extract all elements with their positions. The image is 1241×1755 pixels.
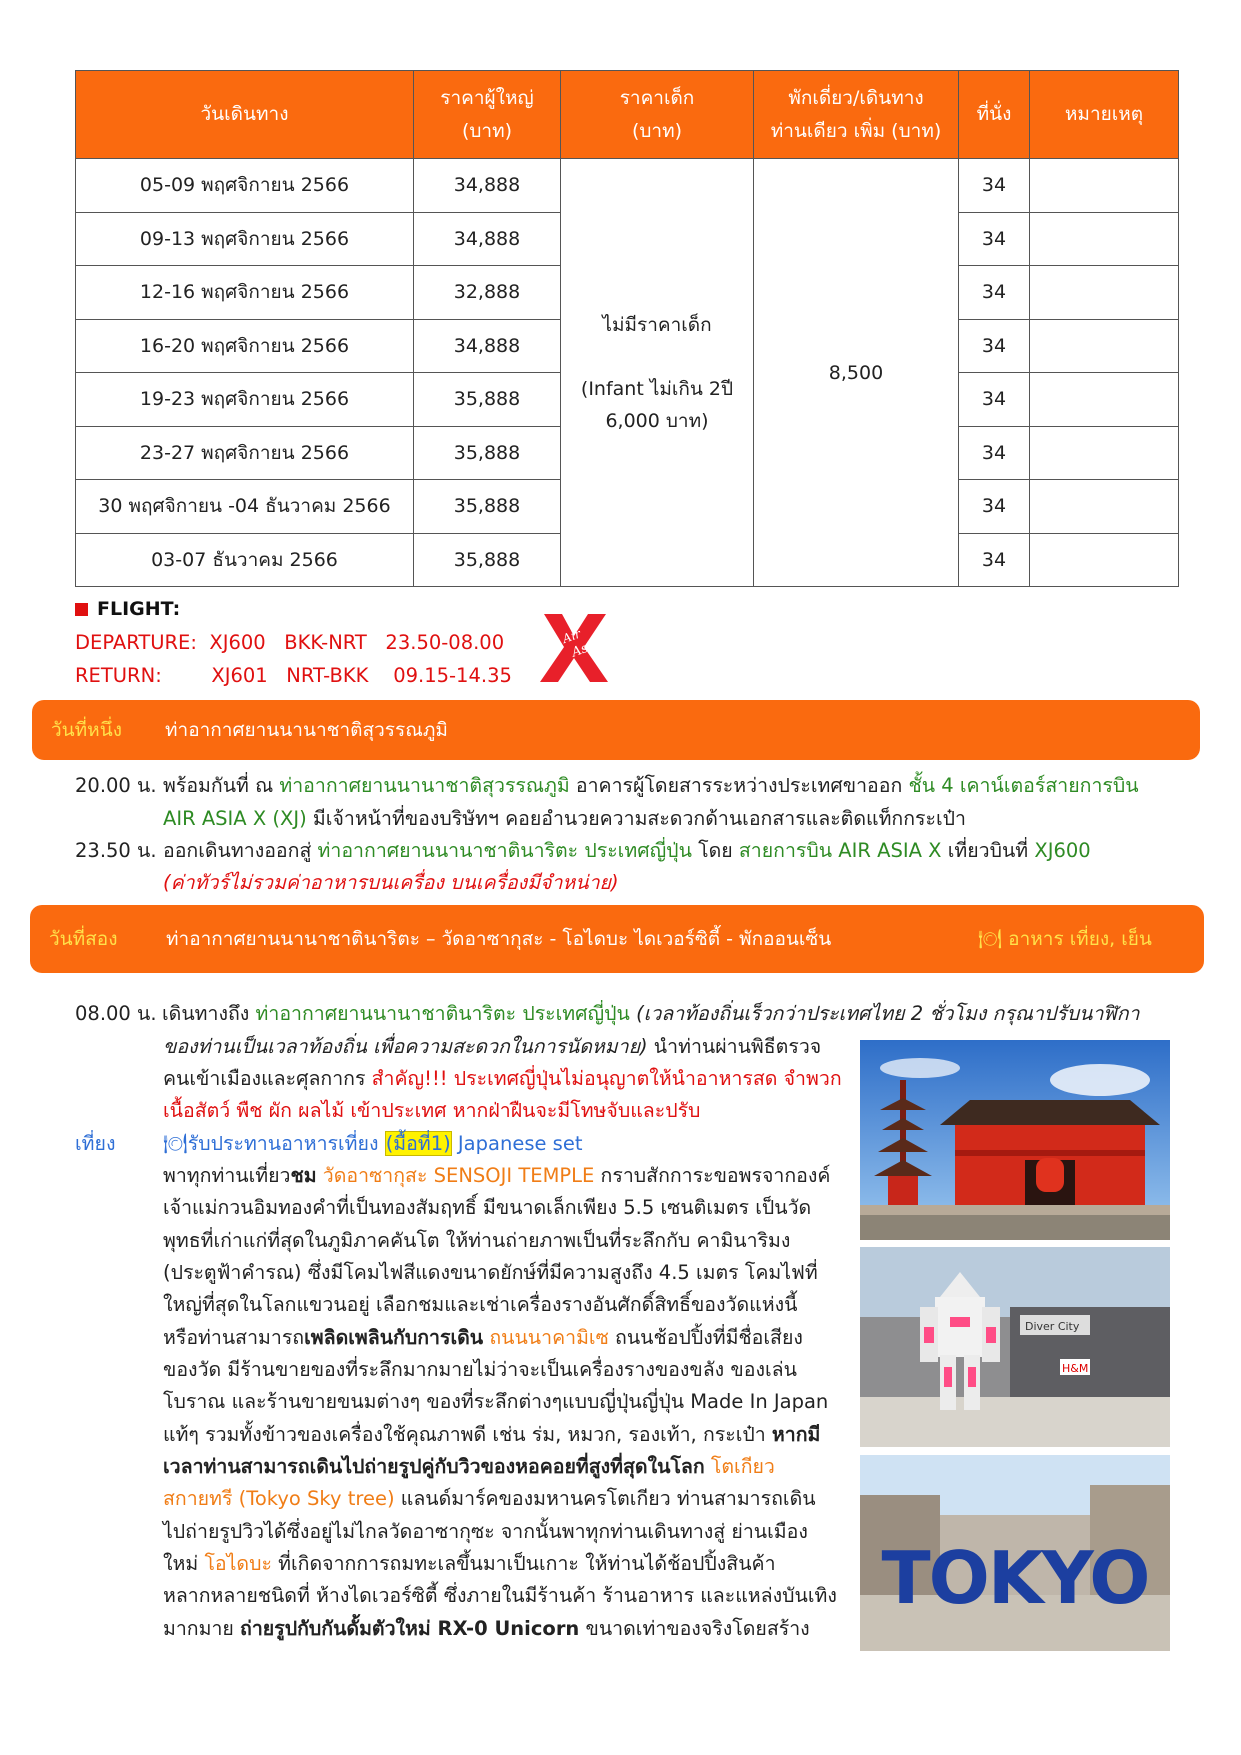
tokyo-sign: TOKYO [881,1536,1149,1620]
day2-para-7: ของวัด มีร้านขายของที่ระลึกมากมายไม่ว่าจะเป็นเครื่องรางของขลัง ของเล่น [163,1358,797,1381]
day2-para-13: ใหม่ โอไดบะ ที่เกิดจากการถมทะเลขึ้นมาเป็นเกาะ ให้ท่านได้ช้อปปิ้งสินค้า [163,1552,776,1575]
tokyo-sign-photo [860,1455,1170,1651]
day2-place: ท่าอากาศยานนานาชาตินาริตะ – วัดอาซากุสะ - โอไดบะ ไดเวอร์ซิตี้ - พักออนเซ็น [166,928,832,950]
date-cell: 23-27 พฤศจิกายน 2566 [76,426,414,480]
day2-line-4: เนื้อสัตว์ พืช ผัก ผลไม้ เข้าประเทศ หากฝ่าฝืนจะมีโทษจับและปรับ [163,1099,701,1122]
date-cell: 03-07 ธันวาคม 2566 [76,533,414,587]
date-cell: 19-23 พฤศจิกายน 2566 [76,373,414,427]
day1-time-2: 23.50 น. [75,839,157,862]
day2-meal-text: อาหาร เที่ยง, เย็น [1008,928,1152,950]
day2-label: วันที่สอง [49,928,118,950]
adult-price-cell: 35,888 [414,426,561,480]
flight-title-text: FLIGHT: [97,598,181,620]
date-cell: 30 พฤศจิกายน -04 ธันวาคม 2566 [76,480,414,534]
day2-para-5: ใหญ่ที่สุดในโลกแขวนอยู่ เลือกชมและเช่าเครื่องรางอันศักดิ์สิทธิ์ของวัดแห่งนี้ [163,1293,798,1316]
date-cell: 09-13 พฤศจิกายน 2566 [76,212,414,266]
seats-cell: 34 [959,426,1030,480]
adult-price-cell: 35,888 [414,533,561,587]
day2-para-6: หรือท่านสามารถเพลิดเพลินกับการเดิน ถนนนาคามิเซ ถนนช้อปปิ้งที่มีชื่อเสียง [163,1326,803,1349]
remark-cell [1030,319,1179,373]
day2-para-3: พุทธที่เก่าแก่ที่สุดในภูมิภาคคันโต ให้ท่านถ่ายภาพเป็นที่ระลึกกับ คามินาริมง [163,1229,791,1252]
seats-cell: 34 [959,480,1030,534]
airasia-x-logo [536,610,612,684]
day1-banner [32,700,1200,760]
header-date: วันเดินทาง [76,71,414,159]
flight-return: RETURN: XJ601 NRT-BKK 09.15-14.35 [75,664,512,687]
day2-time-1: 08.00 น. [75,1002,157,1025]
sensoji-temple-photo [860,1040,1170,1240]
day2-para-2: เจ้าแม่กวนอิมทองคำที่เป็นทองสัมฤทธิ์ มีขนาดเล็กเพียง 5.5 เซนติเมตร เป็นวัด [163,1196,812,1219]
meal-count-highlight: (มื้อที่1) [385,1132,451,1155]
date-cell: 12-16 พฤศจิกายน 2566 [76,266,414,320]
table-header-row [76,71,1179,159]
remark-cell [1030,426,1179,480]
adult-price-cell: 35,888 [414,480,561,534]
day2-line-2: ของท่านเป็นเวลาท้องถิ่น เพื่อความสะดวกในการนัดหมาย) นำท่านผ่านพิธีตรวจ [163,1035,822,1058]
seats-cell: 34 [959,266,1030,320]
day2-meals [978,924,1152,954]
day2-para-8: โบราณ และร้านขายขนมต่างๆ ของที่ระลึกต่างๆแบบญี่ปุ่นญี่ปุ่น Made In Japan [163,1390,829,1413]
date-cell: 05-09 พฤศจิกายน 2566 [76,159,414,213]
adult-price-cell: 35,888 [414,373,561,427]
day1-label: วันที่หนึ่ง [51,719,122,741]
day2-line-1: เดินทางถึง ท่าอากาศยานนานาชาตินาริตะ ประเทศญี่ปุ่น (เวลาท้องถิ่นเร็วกว่าประเทศไทย 2 ชั่วโมง กรุณาปรับนาฬิกา [162,1002,1140,1025]
day1-line-1: พร้อมกันที่ ณ ท่าอากาศยานนานาชาติสุวรรณภูมิ อาคารผู้โดยสารระหว่างประเทศขาออก ชั้น 4 เคาน์เตอร์สายการบิน [163,774,1139,797]
day2-para-11: สกายทรี (Tokyo Sky tree) แลนด์มาร์คของมหานครโตเกียว ท่านสามารถเดิน [163,1487,816,1510]
remark-cell [1030,533,1179,587]
meal-icon: 🍽 [978,928,1003,950]
day1-place: ท่าอากาศยานนานาชาติสุวรรณภูมิ [165,719,448,741]
logo-text-asia: Asia [569,636,602,661]
date-cell: 16-20 พฤศจิกายน 2566 [76,319,414,373]
adult-price-cell: 34,888 [414,212,561,266]
seats-cell: 34 [959,212,1030,266]
adult-price-cell: 34,888 [414,159,561,213]
remark-cell [1030,266,1179,320]
day2-para-1: พาทุกท่านเที่ยวชม วัดอาซากุสะ SENSOJI TEMPLE กราบสักการะขอพรจากองค์ [163,1164,831,1187]
seats-cell: 34 [959,373,1030,427]
header-adult-price: ราคาผู้ใหญ่ (บาท) [414,71,561,159]
day2-para-12: ไปถ่ายรูปวิวได้ซึ่งอยู่ไม่ไกลวัดอาซากุซะ จากนั้นพาทุกท่านเดินทางสู่ ย่านเมือง [163,1520,808,1543]
flight-title [75,598,180,620]
remark-cell [1030,480,1179,534]
header-remark: หมายเหตุ [1030,71,1179,159]
seats-cell: 34 [959,533,1030,587]
lunch-label: เที่ยง [75,1132,116,1155]
table-row [76,159,1179,213]
child-price-cell: ไม่มีราคาเด็ก (Infant ไม่เกิน 2ปี 6,000 บาท) [561,159,754,587]
price-table [75,70,1179,587]
day2-para-4: (ประตูฟ้าคำรณ) ซึ่งมีโคมไฟสีแดงขนาดยักษ์ที่มีความสูงถึง 4.5 เมตร โคมไฟที่ [163,1261,818,1284]
bullet-square-icon [75,603,88,616]
day2-para-10: เวลาท่านสามารถเดินไปถ่ายรูปคู่กับวิวของหอคอยที่สูงที่สุดในโลก โตเกียว [163,1455,775,1478]
hm-sign: H&M [1062,1362,1089,1375]
seats-cell: 34 [959,319,1030,373]
adult-price-cell: 34,888 [414,319,561,373]
single-supplement-cell: 8,500 [754,159,959,587]
remark-cell [1030,373,1179,427]
header-seats: ที่นั่ง [959,71,1030,159]
day2-line-3: คนเข้าเมืองและศุลกากร สำคัญ!!! ประเทศญี่ปุ่นไม่อนุญาตให้นำอาหารสด จำพวก [163,1067,842,1090]
day2-banner [30,905,1204,973]
seats-cell: 34 [959,159,1030,213]
logo-text-air: Air [560,626,583,646]
day2-para-15: มากมาย ถ่ายรูปกับกันดั้มตัวใหม่ RX-0 Unicorn ขนาดเท่าของจริงโดยสร้าง [163,1617,810,1640]
remark-cell [1030,159,1179,213]
day1-time-1: 20.00 น. [75,774,157,797]
day2-para-9: แท้ๆ รวมทั้งข้าวของเครื่องใช้คุณภาพดี เช่น ร่ม, หมวก, รองเท้า, กระเป๋า หากมี [163,1423,821,1446]
day1-line-2: AIR ASIA X (XJ) มีเจ้าหน้าที่ของบริษัทฯ คอยอำนวยความสะดวกด้านเอกสารและติดแท็กกระเป๋า [163,807,966,830]
lunch-line: 🍽รับประทานอาหารเที่ยง (มื้อที่1) Japanese set [163,1132,583,1155]
day1-note: (ค่าทัวร์ไม่รวมค่าอาหารบนเครื่อง บนเครื่องมีจำหน่าย) [163,871,619,894]
header-single-supplement: พักเดี่ยว/เดินทาง ท่านเดียว เพิ่ม (บาท) [754,71,959,159]
day1-line-3: ออกเดินทางออกสู่ ท่าอากาศยานนานาชาตินาริตะ ประเทศญี่ปุ่น โดย สายการบิน AIR ASIA X เที่ยวบินที่ XJ600 [163,839,1091,862]
unicorn-gundam-photo [860,1247,1170,1447]
diver-city-sign: Diver City [1025,1320,1080,1333]
adult-price-cell: 32,888 [414,266,561,320]
day2-para-14: หลากหลายชนิดที่ ห้างไดเวอร์ซิตี้ ซึ่งภายในมีร้านค้า ร้านอาหาร และแหล่งบันเทิง [163,1584,837,1607]
lunch-icon: 🍽 [163,1132,188,1155]
header-child-price: ราคาเด็ก (บาท) [561,71,754,159]
remark-cell [1030,212,1179,266]
flight-departure: DEPARTURE: XJ600 BKK-NRT 23.50-08.00 [75,631,505,654]
